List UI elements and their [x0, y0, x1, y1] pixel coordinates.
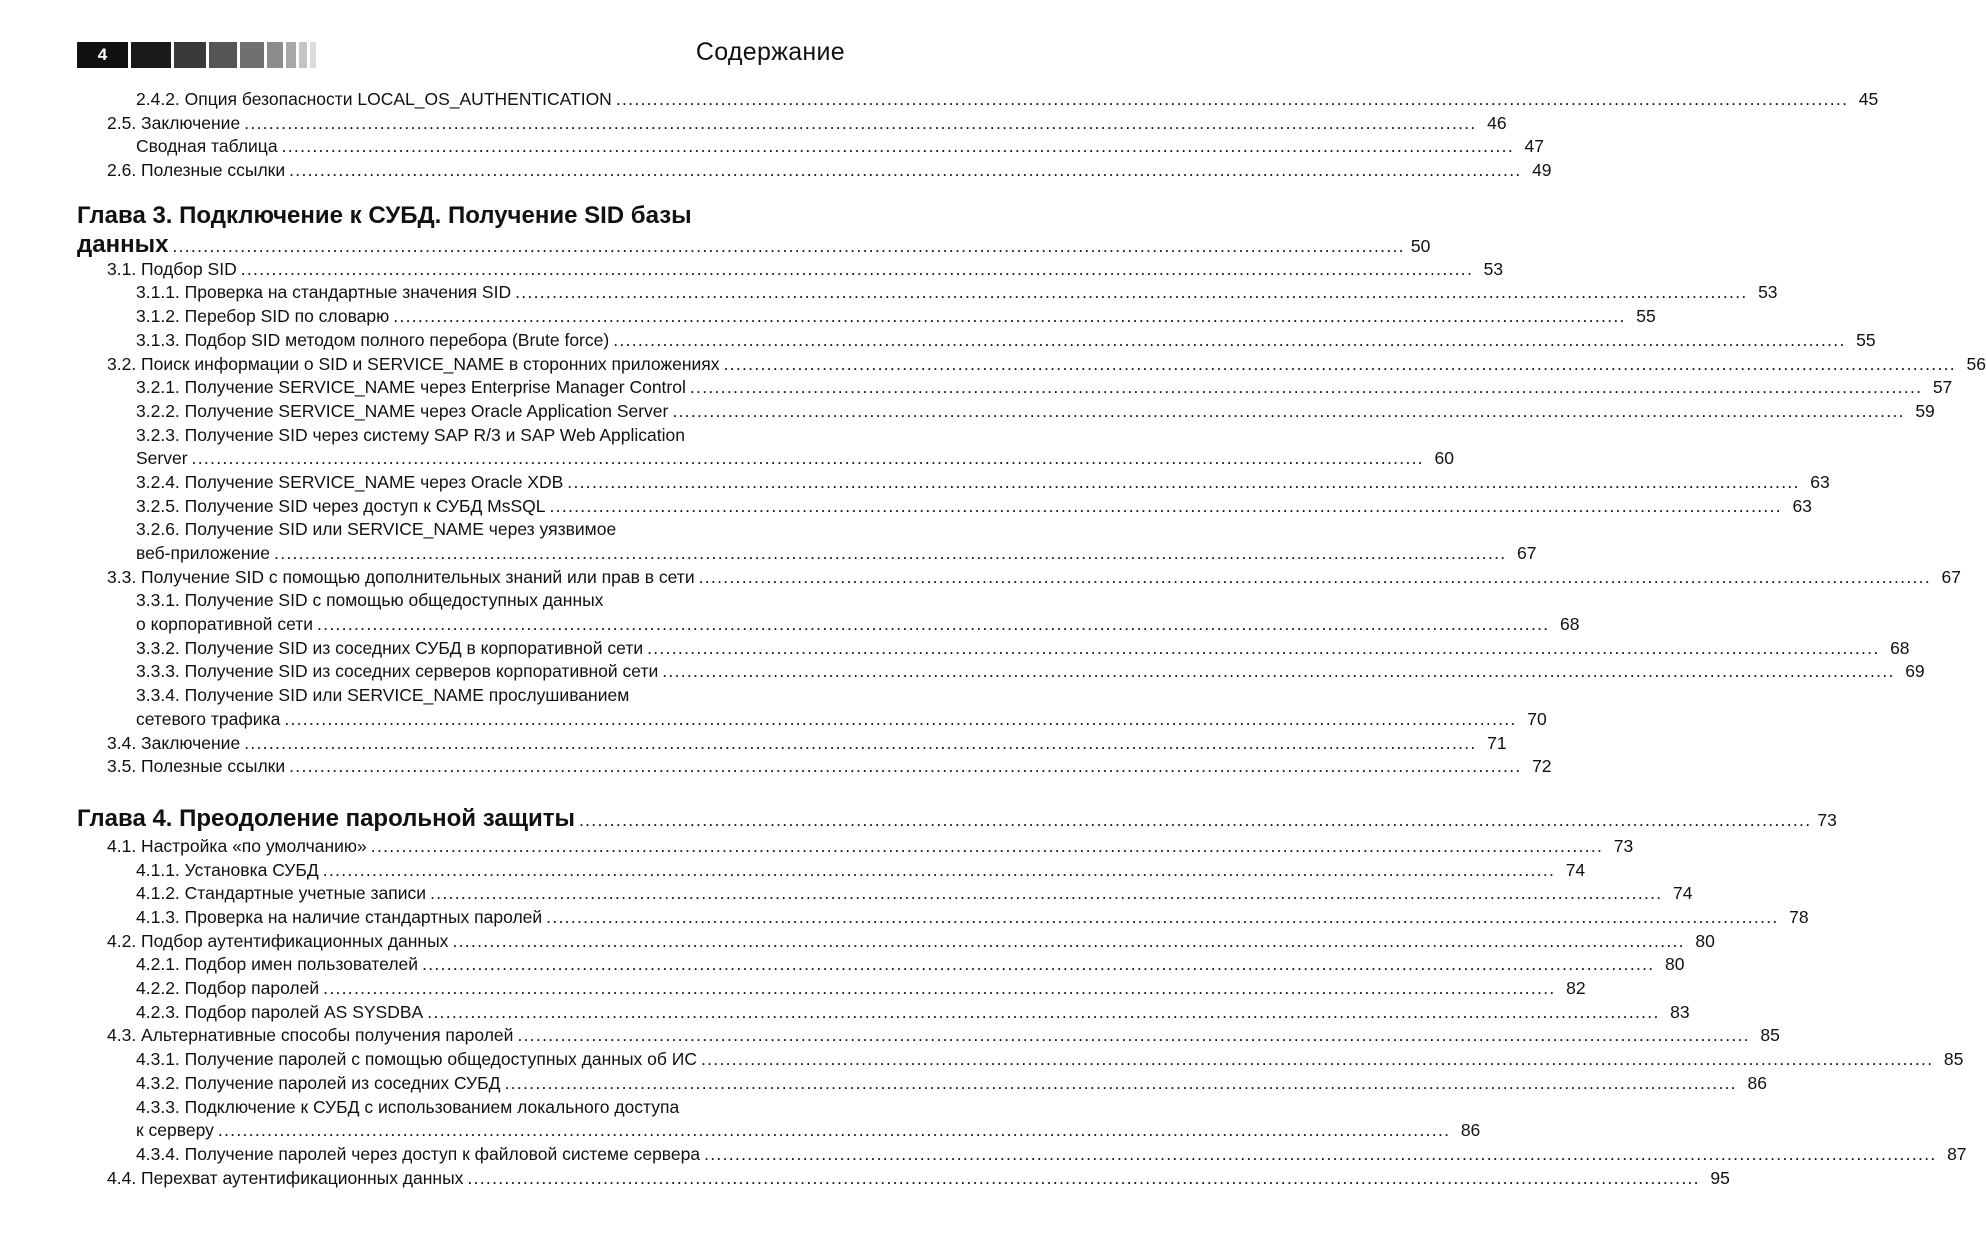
toc-entry-label: 3.2.3. Получение SID через систему SAP R/3 и SAP Web Application: [136, 424, 685, 445]
leader-dots: [323, 977, 1555, 1001]
toc-entry[interactable]: [77, 1072, 1767, 1096]
leader-dots: [244, 732, 1476, 756]
toc-entry-label: 4.1.1. Установка СУБД: [136, 859, 319, 880]
toc-entry-label: 3.3.1. Получение SID с помощью общедоступных данных: [136, 590, 604, 611]
header-bar: [267, 42, 283, 68]
toc-page-number: 85: [1943, 1049, 1964, 1070]
toc-page-number: 56: [1966, 353, 1986, 374]
toc-entry-label: 4.1. Настройка «по умолчанию»: [107, 835, 367, 856]
leader-dots: [422, 953, 1654, 977]
leader-dots: [282, 135, 1514, 159]
toc-page-number: 67: [1941, 566, 1962, 587]
leader-dots: [244, 112, 1476, 136]
toc-entry[interactable]: [77, 660, 1925, 684]
toc-page-number: 63: [1792, 495, 1812, 516]
leader-dots: [393, 305, 1625, 329]
leader-dots: ........................................................................................................................................................................................................: [578, 809, 1812, 830]
leader-dots: [427, 1001, 1659, 1025]
header-bar: [209, 42, 237, 68]
leader-dots: [323, 859, 1555, 883]
leader-dots: [515, 281, 1747, 305]
toc-entry-label: 3.3.4. Получение SID или SERVICE_NAME прослушиванием: [136, 685, 630, 706]
leader-dots: [371, 835, 1603, 859]
header-bar: [286, 42, 296, 68]
toc-entry[interactable]: [77, 258, 1504, 282]
toc-entry[interactable]: [77, 135, 1544, 159]
toc-entry[interactable]: [77, 159, 1552, 183]
toc-page-number: 86: [1747, 1072, 1767, 1093]
toc-page-number: 57: [1932, 377, 1953, 398]
toc-page-number: 74: [1565, 859, 1586, 880]
toc-entry[interactable]: [77, 495, 1812, 519]
leader-dots: [690, 376, 1922, 400]
toc-entry[interactable]: [77, 281, 1778, 305]
toc-entry[interactable]: [77, 732, 1507, 756]
leader-dots: [317, 613, 1549, 637]
leader-dots: [704, 1143, 1936, 1167]
toc-entry[interactable]: [77, 566, 1962, 590]
leader-dots: [505, 1072, 1737, 1096]
toc-entry[interactable]: [77, 589, 1580, 636]
toc-page-number: 80: [1695, 930, 1715, 951]
leader-dots: [616, 88, 1848, 112]
toc-page-number: 68: [1559, 614, 1580, 635]
toc-entry-label-continued: Server: [136, 448, 188, 469]
toc-entry-label: 3.3.2. Получение SID из соседних СУБД в корпоративной сети: [136, 637, 644, 658]
toc-entry-label-continued: о корпоративной сети: [136, 614, 314, 635]
toc-entry-label-continued: сетевого трафика: [136, 708, 281, 729]
toc-page-number: 59: [1915, 400, 1935, 421]
toc-entry[interactable]: [77, 906, 1809, 930]
toc-entry[interactable]: [77, 930, 1715, 954]
toc-entry[interactable]: [77, 977, 1586, 1001]
toc-page-number: 80: [1665, 954, 1685, 975]
toc-entry[interactable]: [77, 329, 1876, 353]
page-number: 4: [77, 42, 128, 68]
toc-entry[interactable]: [77, 835, 1634, 859]
toc-entry-label: 2.6. Полезные ссылки: [107, 160, 286, 181]
toc-page-number: 73: [1817, 809, 1837, 830]
running-title: Содержание: [695, 38, 845, 66]
toc-entry[interactable]: [77, 755, 1552, 779]
toc-entry[interactable]: [77, 518, 1537, 565]
toc-entry[interactable]: [77, 953, 1685, 977]
toc-entry[interactable]: [77, 1048, 1964, 1072]
leader-dots: [467, 1167, 1699, 1191]
toc-entry[interactable]: [77, 1024, 1780, 1048]
toc-entry-label: 3.5. Полезные ссылки: [107, 756, 286, 777]
toc-page-number: 85: [1760, 1025, 1780, 1046]
leader-dots: [517, 1024, 1749, 1048]
toc-entry-label-continued: веб-приложение: [136, 543, 271, 564]
toc-page-number: 87: [1947, 1143, 1967, 1164]
leader-dots: [613, 329, 1845, 353]
toc-entry-label: 4.1.3. Проверка на наличие стандартных паролей: [136, 907, 543, 927]
toc-page-number: 71: [1487, 732, 1507, 753]
toc-entry-label: 3.4. Заключение: [107, 732, 241, 753]
chapter-4-title-text: Глава 4. Преодоление парольной защиты: [77, 804, 575, 832]
leader-dots: [452, 930, 1684, 954]
leader-dots: [662, 660, 1894, 684]
toc-entry[interactable]: [77, 684, 1547, 731]
toc-page-number: 46: [1487, 112, 1507, 133]
toc-entry-label: 4.3.1. Получение паролей с помощью общедоступных данных об ИС: [136, 1049, 697, 1070]
leader-dots: [289, 755, 1521, 779]
toc-entry-label: 4.3.4. Получение паролей через доступ к файловой системе сервера: [136, 1143, 701, 1164]
toc-page-number: 67: [1516, 543, 1537, 564]
leader-dots: [289, 159, 1521, 183]
toc-entry-label: 3.1. Подбор SID: [107, 258, 237, 279]
toc-page-number: 55: [1856, 329, 1876, 350]
toc-page-number: 49: [1532, 160, 1552, 181]
toc-entry[interactable]: [77, 88, 1879, 112]
toc-page-number: 53: [1483, 258, 1504, 279]
toc-page-number: 70: [1527, 708, 1547, 729]
toc-entry-label: 4.2. Подбор аутентификационных данных: [107, 930, 449, 951]
toc-entry-label: Сводная таблица: [136, 136, 278, 157]
toc-entry-label: 3.2.5. Получение SID через доступ к СУБД MsSQL: [136, 495, 546, 516]
leader-dots: [546, 906, 1778, 930]
toc-entry[interactable]: [77, 1143, 1967, 1167]
leader-dots: [218, 1119, 1450, 1143]
toc-entry[interactable]: [77, 859, 1586, 883]
header-bar: [131, 42, 171, 68]
leader-dots: ........................................................................................................................................................................................................: [172, 235, 1405, 256]
leader-dots: [724, 353, 1956, 377]
leader-dots: [274, 542, 1506, 566]
toc-entry[interactable]: [77, 353, 1986, 377]
toc-entry-label: 3.2.2. Получение SERVICE_NAME через Oracle Application Server: [136, 400, 669, 421]
toc-page-number: 55: [1636, 306, 1656, 327]
leader-dots: [284, 708, 1516, 732]
toc-entry-label: 3.3.3. Получение SID из соседних серверов корпоративной сети: [136, 661, 659, 682]
toc-entry-label: 3.2. Поиск информации о SID и SERVICE_NAME в сторонних приложениях: [107, 353, 720, 374]
toc-entry-label: 2.4.2. Опция безопасности LOCAL_OS_AUTHENTICATION: [136, 89, 612, 109]
toc-page-number: 68: [1890, 637, 1910, 658]
toc-entry-label: 4.2.3. Подбор паролей AS SYSDBA: [136, 1001, 424, 1022]
toc-entry-label: 3.3. Получение SID с помощью дополнительных знаний или прав в сети: [107, 566, 695, 587]
toc-page-number: 47: [1524, 136, 1544, 157]
toc-entry[interactable]: [77, 305, 1656, 329]
toc-entry-label: 4.3.2. Получение паролей из соседних СУБД: [136, 1072, 501, 1093]
toc-entry[interactable]: [77, 400, 1935, 424]
toc-entry[interactable]: [77, 376, 1953, 400]
header-bar: [310, 42, 316, 68]
toc-entry-label: 3.2.1. Получение SERVICE_NAME через Enterprise Manager Control: [136, 377, 686, 398]
toc-page-number: 69: [1905, 661, 1925, 682]
toc-entry-label: 3.2.6. Получение SID или SERVICE_NAME через уязвимое: [136, 519, 617, 540]
toc-entry[interactable]: [77, 882, 1693, 906]
chapter-4-title[interactable]: [77, 804, 1837, 835]
toc-entry[interactable]: [77, 471, 1830, 495]
toc-page-number: 50: [1410, 235, 1431, 256]
toc-entry-label: 3.1.1. Проверка на стандартные значения SID: [136, 282, 512, 303]
leader-dots: [567, 471, 1799, 495]
toc-entry-label: 4.4. Перехват аутентификационных данных: [107, 1167, 464, 1188]
page-header: [77, 40, 845, 70]
toc-entry[interactable]: [77, 1096, 1481, 1143]
toc-entry-label: 4.1.2. Стандартные учетные записи: [136, 883, 427, 904]
toc-entry-label: 2.5. Заключение: [107, 112, 241, 133]
toc-page-number: 63: [1810, 471, 1830, 492]
toc-entry[interactable]: [77, 1167, 1730, 1191]
chapter-3-title-continued[interactable]: [77, 230, 1431, 258]
toc-entry-label: 3.1.2. Перебор SID по словарю: [136, 306, 390, 327]
toc-entry[interactable]: [77, 1001, 1690, 1025]
toc-page-number: 74: [1673, 883, 1693, 904]
toc-page-number: 60: [1434, 448, 1454, 469]
toc-entry-label: 3.1.3. Подбор SID методом полного перебора (Brute force): [136, 329, 610, 350]
table-of-contents: [77, 88, 1986, 1190]
header-bar: [174, 42, 206, 68]
chapter-3-title-line2: данных: [77, 230, 169, 258]
header-bar: [240, 42, 264, 68]
leader-dots: [192, 447, 1424, 471]
toc-page-number: 86: [1460, 1120, 1481, 1141]
toc-page-number: 83: [1670, 1001, 1690, 1022]
toc-page-number: 78: [1789, 907, 1809, 927]
leader-dots: [672, 400, 1904, 424]
toc-page-number: 72: [1532, 756, 1552, 777]
leader-dots: [430, 882, 1662, 906]
toc-entry-label: 4.2.2. Подбор паролей: [136, 978, 320, 999]
toc-entry[interactable]: [77, 424, 1454, 471]
toc-entry-label: 4.3.3. Подключение к СУБД с использованием локального доступа: [136, 1096, 680, 1117]
leader-dots: [699, 566, 1931, 590]
chapter-3-title[interactable]: Глава 3. Подключение к СУБД. Получение SID базы: [77, 201, 692, 229]
leader-dots: [241, 258, 1473, 282]
leader-dots: [701, 1048, 1933, 1072]
toc-entry-label: 4.2.1. Подбор имен пользователей: [136, 954, 419, 975]
toc-entry-label: 4.3. Альтернативные способы получения паролей: [107, 1025, 514, 1046]
toc-page-number: 73: [1613, 835, 1634, 856]
toc-entry[interactable]: [77, 637, 1910, 661]
toc-page-number: 53: [1758, 282, 1778, 303]
leader-dots: [550, 495, 1782, 519]
toc-page-number: 95: [1710, 1167, 1730, 1188]
toc-entry-label: 3.2.4. Получение SERVICE_NAME через Oracle XDB: [136, 471, 564, 492]
header-bar: [299, 42, 307, 68]
toc-entry-label-continued: к серверу: [136, 1120, 214, 1141]
toc-entry[interactable]: [77, 112, 1507, 136]
toc-page-number: 45: [1858, 89, 1879, 109]
leader-dots: [647, 637, 1879, 661]
toc-page-number: 82: [1566, 978, 1586, 999]
